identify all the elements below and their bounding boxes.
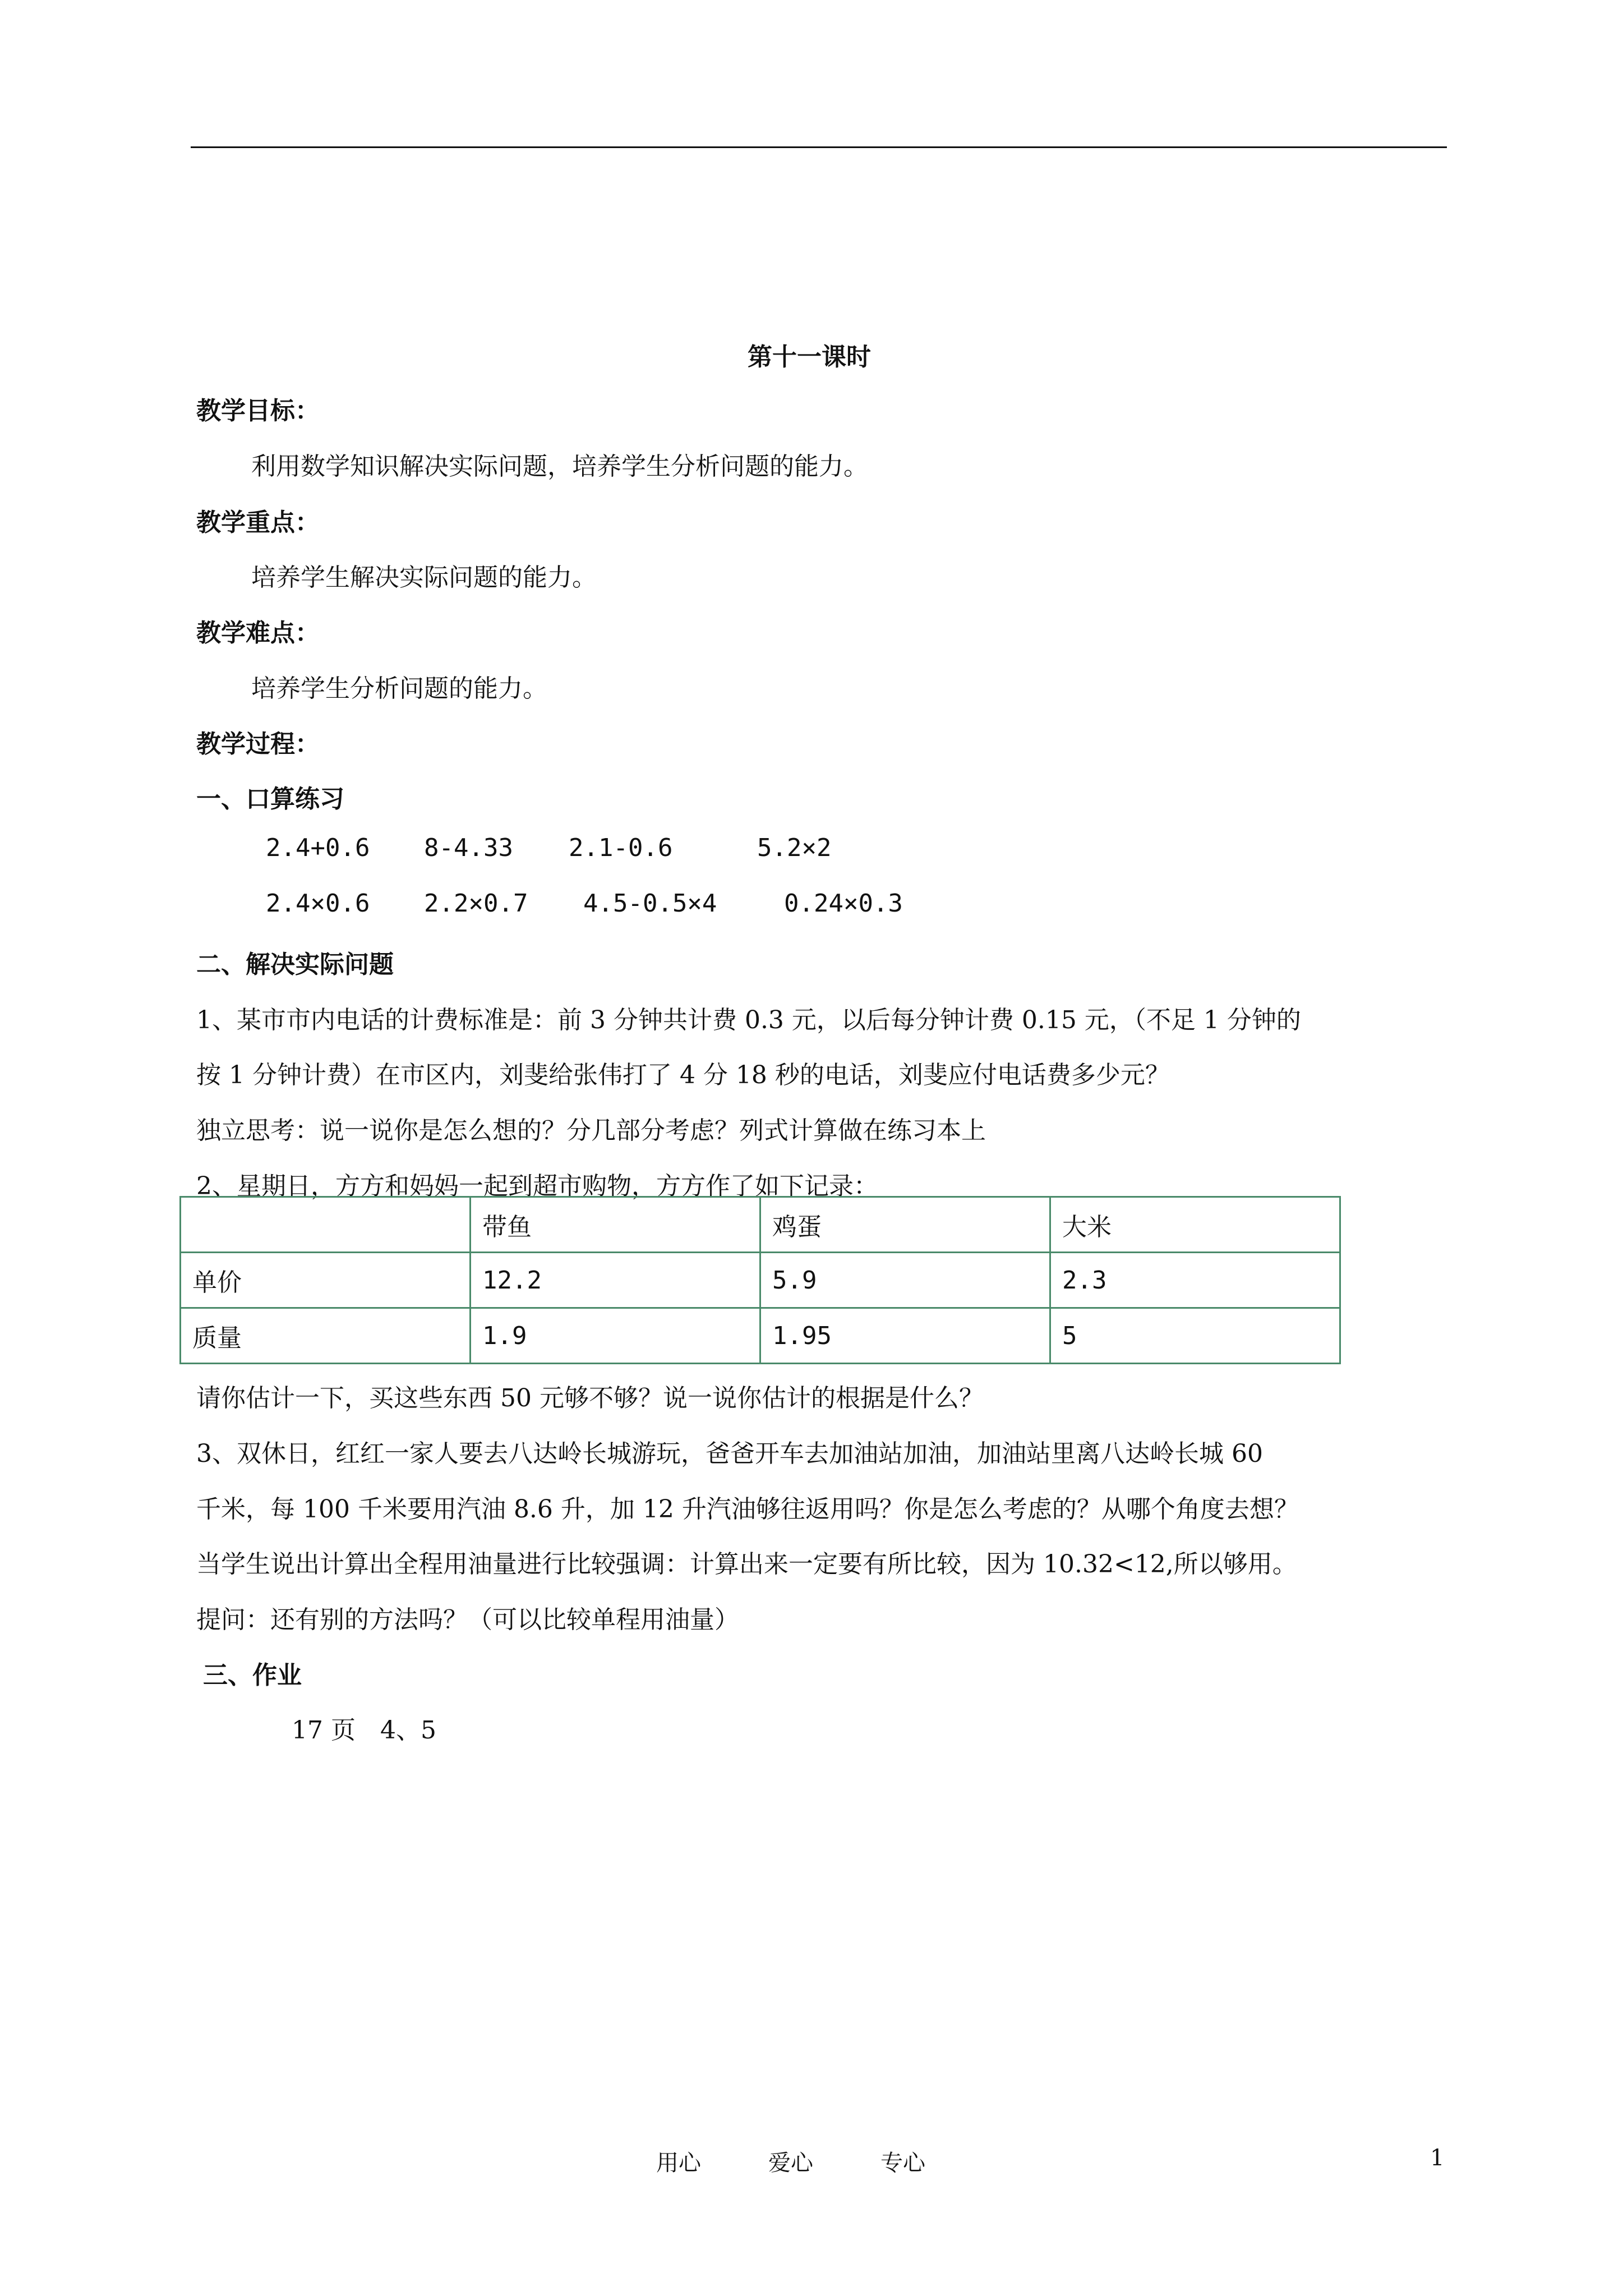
oral-item: 4.5-0.5×4 — [583, 889, 717, 918]
oral-item: 2.2×0.7 — [424, 889, 528, 918]
question-3-line-2: 千米，每 100 千米要用汽油 8.6 升，加 12 升汽油够往返用吗？你是怎么考虑的？从哪个角度去想？ — [196, 1495, 1299, 1524]
homework-heading: 三、作业 — [203, 1661, 302, 1690]
table-cell: 鸡蛋 — [760, 1197, 1050, 1253]
footer-item: 专心 — [880, 2150, 925, 2176]
focus-heading: 教学重点： — [196, 508, 320, 537]
table-cell: 1.9 — [471, 1308, 760, 1364]
difficulty-heading: 教学难点： — [196, 619, 320, 647]
table-cell: 大米 — [1050, 1197, 1340, 1253]
homework-text: 17 页 4、5 — [292, 1716, 436, 1745]
practical-heading: 二、解决实际问题 — [196, 950, 394, 979]
oral-item: 2.4+0.6 — [266, 834, 370, 862]
footer-item: 用心 — [656, 2150, 701, 2176]
oral-item: 2.1-0.6 — [569, 834, 673, 862]
table-cell: 5.9 — [760, 1253, 1050, 1308]
oral-item: 2.4×0.6 — [266, 889, 370, 918]
difficulty-text: 培养学生分析问题的能力。 — [251, 674, 547, 703]
question-3-line-4: 提问：还有别的方法吗？（可以比较单程用油量） — [196, 1605, 739, 1634]
question-1-line-1: 1、某市市内电话的计费标准是：前 3 分钟共计费 0.3 元，以后每分钟计费 0.15 元，（不足 1 分钟的 — [196, 1006, 1301, 1034]
table-cell: 带鱼 — [471, 1197, 760, 1253]
page-number: 1 — [1430, 2145, 1445, 2171]
table-row — [181, 1308, 1340, 1364]
table-cell: 2.3 — [1050, 1253, 1340, 1308]
header-rule — [191, 146, 1447, 148]
objective-text: 利用数学知识解决实际问题，培养学生分析问题的能力。 — [251, 452, 868, 481]
process-heading: 教学过程： — [196, 730, 320, 758]
question-2-intro: 2、星期日，方方和妈妈一起到超市购物，方方作了如下记录： — [196, 1172, 878, 1200]
oral-item: 0.24×0.3 — [784, 889, 903, 918]
table-cell — [181, 1197, 471, 1253]
table-cell: 1.95 — [760, 1308, 1050, 1364]
focus-text: 培养学生解决实际问题的能力。 — [251, 563, 597, 592]
question-3-line-1: 3、双休日，红红一家人要去八达岭长城游玩，爸爸开车去加油站加油，加油站里离八达岭长城 60 — [196, 1439, 1263, 1468]
question-1-think: 独立思考：说一说你是怎么想的？分几部分考虑？列式计算做在练习本上 — [196, 1116, 986, 1145]
shopping-record-table — [179, 1196, 1341, 1364]
table-row — [181, 1253, 1340, 1308]
table-row — [181, 1197, 1340, 1253]
question-2-question: 请你估计一下，买这些东西 50 元够不够？说一说你估计的根据是什么？ — [196, 1384, 984, 1412]
table-cell: 5 — [1050, 1308, 1340, 1364]
question-3-line-3: 当学生说出计算出全程用油量进行比较强调：计算出来一定要有所比较，因为 10.32<12,所以够用。 — [196, 1550, 1297, 1579]
objective-heading: 教学目标： — [196, 397, 320, 425]
oral-heading: 一、口算练习 — [196, 785, 344, 813]
oral-item: 5.2×2 — [757, 834, 832, 862]
oral-item: 8-4.33 — [424, 834, 513, 862]
footer-item: 爱心 — [768, 2150, 813, 2176]
table-cell: 12.2 — [471, 1253, 760, 1308]
table-cell: 单价 — [181, 1253, 471, 1308]
question-1-line-2: 按 1 分钟计费）在市区内，刘斐给张伟打了 4 分 18 秒的电话，刘斐应付电话费多少元？ — [196, 1061, 1170, 1089]
page-title: 第十一课时 — [748, 343, 871, 371]
table-cell: 质量 — [181, 1308, 471, 1364]
